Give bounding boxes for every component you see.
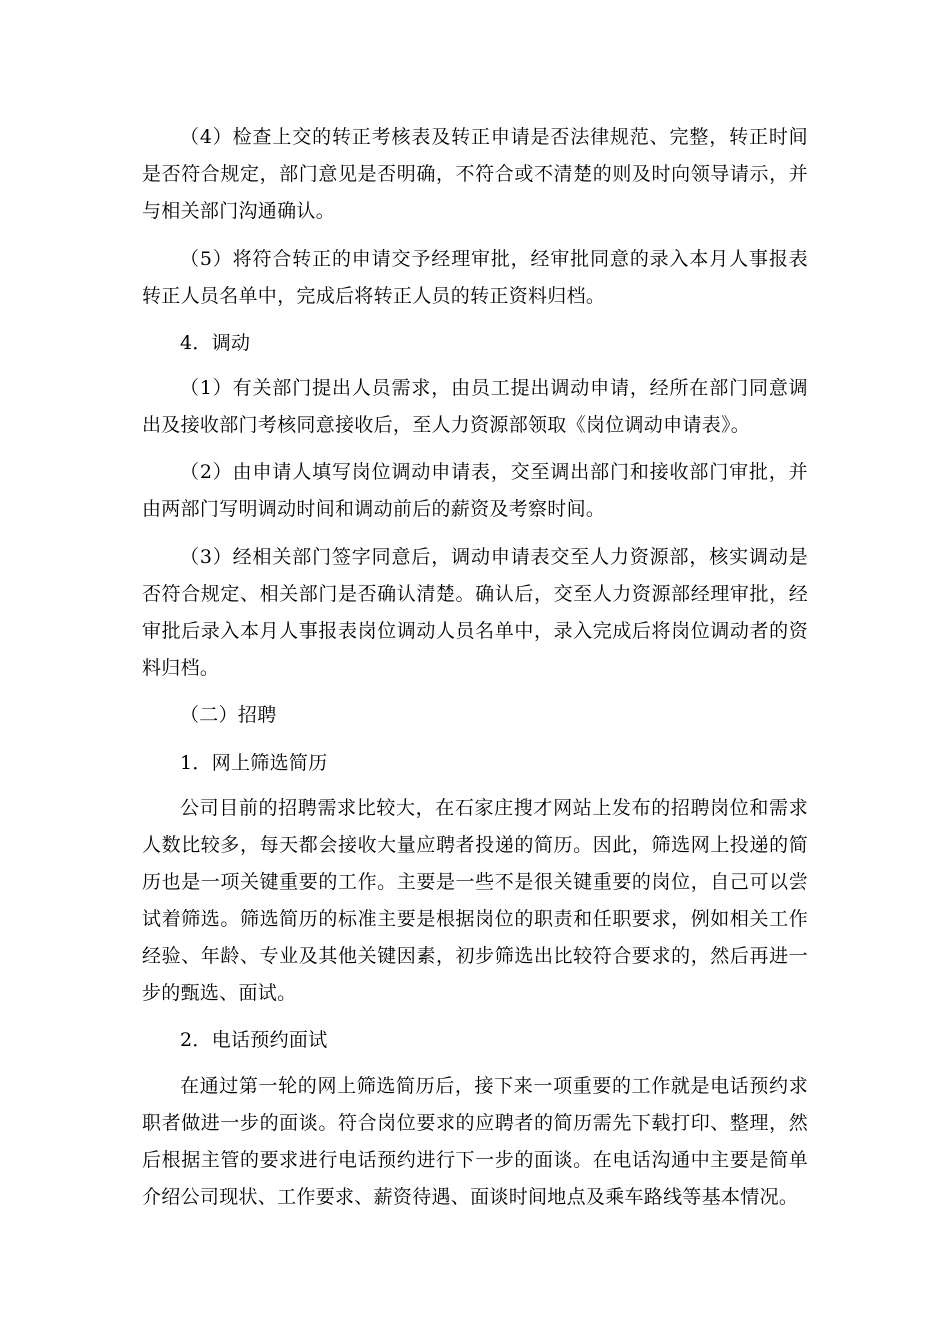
paragraph-resume-screening: 公司目前的招聘需求比较大，在石家庄搜才网站上发布的招聘岗位和需求人数比较多，每天都会接收大量应聘者投递的简历。因此，筛选网上投递的简历也是一项关键重要的工作。主要是一些不是很关键重要的岗位，自己可以尝试着筛选。筛选简历的标准主要是根据岗位的职责和任职要求，例如相关工作经验、年龄、专业及其他关键因素，初步筛选出比较符合要求的，然后再进一步的甄选、面试。 bbox=[142, 797, 808, 1004]
heading-phone-interview: 2．电话预约面试 bbox=[180, 1029, 328, 1051]
paragraph-transfer-approval: （3）经相关部门签字同意后，调动申请表交至人力资源部，核实调动是否符合规定、相关部门是否确认清楚。确认后，交至人力资源部经理审批，经审批后录入本月人事报表岗位调动人员名单中，录入完成后将岗位调动者的资料归档。 bbox=[142, 546, 808, 679]
heading-transfer: 4．调动 bbox=[180, 332, 251, 354]
paragraph-transfer-request: （1）有关部门提出人员需求，由员工提出调动申请，经所在部门同意调出及接收部门考核同意接收后，至人力资源部领取《岗位调动申请表》。 bbox=[142, 377, 808, 436]
heading-recruitment: （二）招聘 bbox=[180, 704, 277, 726]
paragraph-regularization-check: （4）检查上交的转正考核表及转正申请是否法律规范、完整，转正时间是否符合规定，部门意见是否明确，不符合或不清楚的则及时向领导请示，并与相关部门沟通确认。 bbox=[142, 126, 808, 222]
paragraph-transfer-form: （2）由申请人填写岗位调动申请表，交至调出部门和接收部门审批，并由两部门写明调动时间和调动前后的薪资及考察时间。 bbox=[142, 461, 808, 520]
paragraph-phone-interview: 在通过第一轮的网上筛选简历后，接下来一项重要的工作就是电话预约求职者做进一步的面谈。符合岗位要求的应聘者的简历需先下载打印、整理，然后根据主管的要求进行电话预约进行下一步的面谈。在电话沟通中主要是简单介绍公司现状、工作要求、薪资待遇、面谈时间地点及乘车路线等基本情况。 bbox=[142, 1075, 808, 1208]
paragraph-regularization-approval: （5）将符合转正的申请交予经理审批，经审批同意的录入本月人事报表转正人员名单中，完成后将转正人员的转正资料归档。 bbox=[142, 248, 808, 307]
heading-resume-screening: 1．网上筛选简历 bbox=[180, 752, 328, 774]
